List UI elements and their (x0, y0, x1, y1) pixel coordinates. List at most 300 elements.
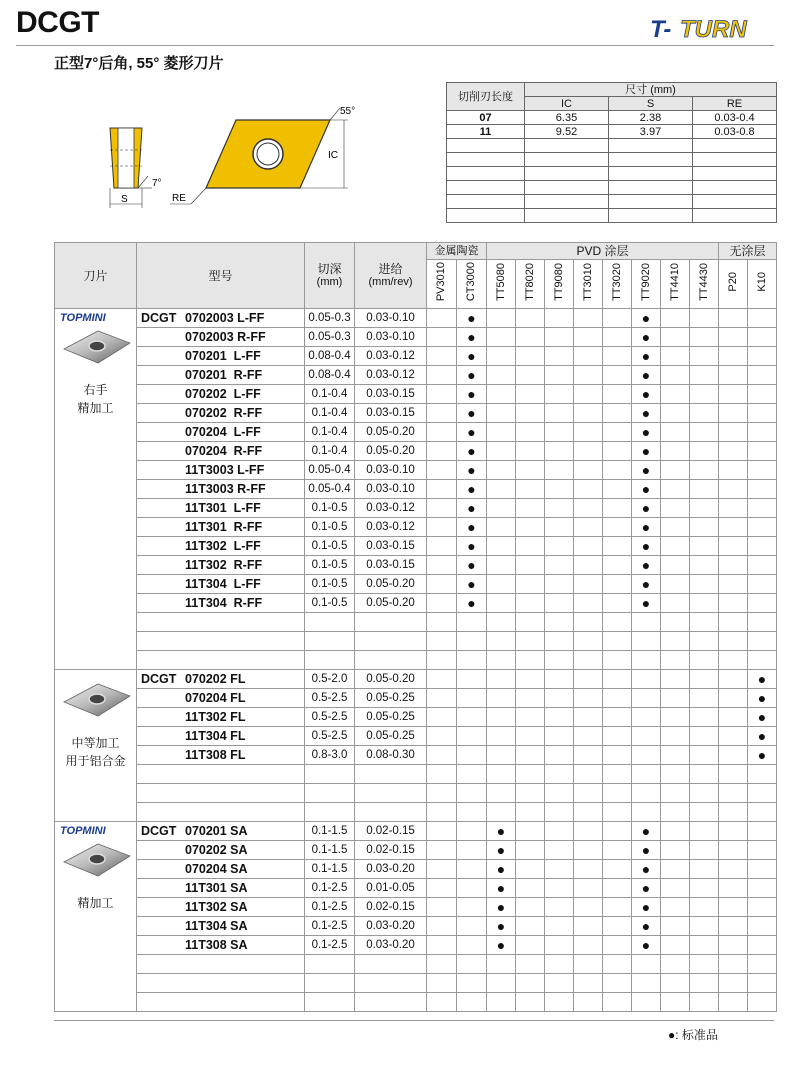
grade-cell (516, 613, 545, 632)
grade-cell (487, 404, 516, 423)
model-cell (137, 841, 305, 860)
standard-dot: ● (457, 594, 487, 613)
table-row-empty (55, 974, 777, 993)
table-row (55, 689, 777, 708)
feed-cell: 0.03-0.10 (355, 309, 427, 328)
dims-row-empty (447, 181, 777, 195)
grade-cell (427, 404, 457, 423)
grade-cell (603, 594, 632, 613)
grade-cell (574, 442, 603, 461)
grade-cell (487, 518, 516, 537)
grade-cell (603, 404, 632, 423)
header-depth-unit: (mm) (316, 275, 343, 288)
grade-cell (690, 385, 719, 404)
model-number: 11T301 SA (185, 881, 248, 895)
standard-dot: ● (632, 860, 661, 879)
depth-cell: 0.5-2.5 (305, 708, 355, 727)
grade-cell (487, 537, 516, 556)
grade-cell (719, 423, 748, 442)
grade-cell (574, 841, 603, 860)
grade-cell (690, 461, 719, 480)
grade-cell (661, 822, 690, 841)
group-uncoated: 无涂层 (719, 243, 777, 260)
group-cermet: 金属陶瓷 (427, 243, 487, 260)
feed-cell: 0.05-0.20 (355, 594, 427, 613)
grade-header (487, 260, 516, 309)
grade-cell (719, 727, 748, 746)
table-row (55, 385, 777, 404)
grade-cell (516, 309, 545, 328)
grade-cell (690, 537, 719, 556)
standard-dot: ● (632, 347, 661, 366)
grade-cell (690, 347, 719, 366)
grade-cell (545, 575, 574, 594)
grade-cell (603, 461, 632, 480)
grade-cell (603, 803, 632, 822)
grade-cell (427, 822, 457, 841)
dims-row-empty (447, 209, 777, 223)
grade-cell (603, 366, 632, 385)
standard-dot: ● (748, 708, 777, 727)
grade-cell (457, 936, 487, 955)
grade-cell (603, 993, 632, 1012)
grade-cell (545, 727, 574, 746)
dims-row (447, 111, 777, 125)
grade-cell (427, 689, 457, 708)
grade-cell (719, 936, 748, 955)
grade-cell (690, 784, 719, 803)
grade-cell (427, 860, 457, 879)
grade-cell (632, 974, 661, 993)
grade-cell (427, 328, 457, 347)
legend-text: : 标准品 (675, 1028, 718, 1042)
standard-dot: ● (632, 917, 661, 936)
grade-cell (427, 385, 457, 404)
table-row (55, 480, 777, 499)
standard-dot: ● (748, 746, 777, 765)
depth-cell: 0.1-0.4 (305, 423, 355, 442)
feed-cell: 0.03-0.10 (355, 480, 427, 499)
insert-label-2: 精加工 (77, 401, 114, 415)
grade-cell (487, 423, 516, 442)
top-view (170, 106, 355, 204)
grade-cell (487, 575, 516, 594)
standard-dot: ● (487, 822, 516, 841)
table-row (55, 556, 777, 575)
grade-header (457, 260, 487, 309)
grade-cell (487, 480, 516, 499)
grade-cell (516, 556, 545, 575)
grade-cell (574, 879, 603, 898)
table-row (55, 404, 777, 423)
standard-dot: ● (457, 518, 487, 537)
grade-cell (748, 651, 777, 670)
model-cell (137, 328, 305, 347)
standard-dot: ● (632, 518, 661, 537)
grade-cell (719, 328, 748, 347)
grade-header (748, 260, 777, 309)
grade-cell (574, 556, 603, 575)
model-number: 070202 SA (185, 843, 248, 857)
grade-cell (457, 784, 487, 803)
grade-cell (574, 309, 603, 328)
dims-cell-re: 0.03-0.4 (693, 111, 777, 125)
depth-cell: 0.1-2.5 (305, 936, 355, 955)
grade-cell (690, 309, 719, 328)
footer-divider (54, 1020, 774, 1021)
dims-header-ic: IC (525, 97, 609, 111)
grade-cell (427, 613, 457, 632)
depth-cell: 0.1-0.5 (305, 575, 355, 594)
ic-label: IC (328, 150, 338, 161)
grade-cell (719, 803, 748, 822)
grade-cell (457, 974, 487, 993)
feed-cell: 0.03-0.15 (355, 556, 427, 575)
grade-cell (457, 860, 487, 879)
grade-cell (574, 385, 603, 404)
grade-cell (457, 632, 487, 651)
model-cell (137, 727, 305, 746)
grade-cell (690, 955, 719, 974)
grade-cell (545, 993, 574, 1012)
insert-label-2: 用于铝合金 (65, 754, 126, 768)
grade-cell (427, 803, 457, 822)
depth-cell: 0.1-2.5 (305, 917, 355, 936)
model-number: 11T301 L-FF (185, 501, 261, 515)
grade-cell (719, 347, 748, 366)
grade-cell (690, 575, 719, 594)
grade-cell (427, 746, 457, 765)
grade-cell (748, 860, 777, 879)
grade-cell (545, 936, 574, 955)
dims-cell-re: 0.03-0.8 (693, 125, 777, 139)
grade-cell (574, 613, 603, 632)
standard-dot: ● (632, 556, 661, 575)
depth-cell: 0.1-2.5 (305, 898, 355, 917)
depth-cell: 0.1-1.5 (305, 860, 355, 879)
grade-cell (690, 480, 719, 499)
table-row (55, 537, 777, 556)
grade-cell (545, 556, 574, 575)
grade-cell (748, 499, 777, 518)
depth-cell: 0.1-0.5 (305, 594, 355, 613)
dims-header-size: 尺寸 (mm) (525, 83, 777, 97)
grade-cell (603, 898, 632, 917)
depth-cell: 0.1-0.5 (305, 556, 355, 575)
grade-cell (603, 822, 632, 841)
grade-cell (516, 461, 545, 480)
grade-cell (690, 632, 719, 651)
grade-name: TT3010 (581, 262, 594, 301)
grade-cell (748, 879, 777, 898)
grade-cell (574, 594, 603, 613)
grade-cell (690, 328, 719, 347)
grade-cell (574, 746, 603, 765)
grade-cell (427, 708, 457, 727)
grade-cell (603, 309, 632, 328)
grade-cell (719, 442, 748, 461)
grade-cell (516, 423, 545, 442)
grade-cell (574, 860, 603, 879)
grade-cell (427, 594, 457, 613)
model-number: 070201 SA (185, 824, 248, 838)
depth-cell (305, 613, 355, 632)
depth-cell (305, 803, 355, 822)
grade-cell (632, 670, 661, 689)
grade-cell (516, 841, 545, 860)
depth-cell (305, 765, 355, 784)
grade-cell (427, 480, 457, 499)
feed-cell (355, 955, 427, 974)
grade-cell (748, 936, 777, 955)
grade-cell (748, 347, 777, 366)
table-row (55, 309, 777, 328)
grade-cell (487, 347, 516, 366)
model-cell (137, 575, 305, 594)
grade-cell (574, 480, 603, 499)
grade-cell (516, 499, 545, 518)
grade-cell (603, 613, 632, 632)
depth-cell: 0.1-2.5 (305, 879, 355, 898)
feed-cell: 0.05-0.20 (355, 442, 427, 461)
grade-cell (632, 651, 661, 670)
depth-cell: 0.1-0.5 (305, 537, 355, 556)
grade-cell (427, 537, 457, 556)
grade-cell (487, 746, 516, 765)
grade-cell (516, 670, 545, 689)
grade-cell (661, 670, 690, 689)
table-row (55, 518, 777, 537)
grade-cell (574, 670, 603, 689)
feed-cell: 0.03-0.10 (355, 461, 427, 480)
feed-cell (355, 632, 427, 651)
brand-left: T- (650, 16, 672, 42)
grade-cell (427, 651, 457, 670)
grade-cell (516, 917, 545, 936)
grade-cell (427, 632, 457, 651)
depth-cell: 0.1-0.5 (305, 499, 355, 518)
grade-cell (457, 841, 487, 860)
grade-cell (427, 556, 457, 575)
grade-cell (690, 879, 719, 898)
grade-cell (661, 727, 690, 746)
s-label: S (121, 194, 128, 205)
grade-cell (719, 613, 748, 632)
grade-cell (427, 575, 457, 594)
grade-cell (603, 556, 632, 575)
grade-cell (487, 974, 516, 993)
standard-dot: ● (632, 499, 661, 518)
grade-cell (545, 594, 574, 613)
depth-cell: 0.05-0.3 (305, 309, 355, 328)
model-number: 0702003 R-FF (185, 330, 266, 344)
grade-cell (545, 366, 574, 385)
grade-cell (661, 613, 690, 632)
feed-cell (355, 613, 427, 632)
grade-cell (516, 480, 545, 499)
grade-cell (661, 309, 690, 328)
grade-table-header-row (55, 243, 777, 260)
feed-cell: 0.05-0.25 (355, 727, 427, 746)
grade-cell (603, 689, 632, 708)
grade-cell (574, 784, 603, 803)
model-cell (137, 480, 305, 499)
grade-cell (545, 841, 574, 860)
standard-dot: ● (632, 366, 661, 385)
grade-cell (661, 404, 690, 423)
grade-cell (487, 613, 516, 632)
grade-cell (427, 499, 457, 518)
legend-dot: ● (668, 1028, 676, 1042)
grade-cell (487, 366, 516, 385)
grade-cell (690, 423, 719, 442)
model-number: 11T302 SA (185, 900, 248, 914)
grade-cell (545, 309, 574, 328)
dims-row-empty (447, 195, 777, 209)
legend (668, 1026, 718, 1043)
insert-image-cell (55, 670, 137, 822)
standard-dot: ● (632, 537, 661, 556)
standard-dot: ● (457, 537, 487, 556)
grade-cell (690, 727, 719, 746)
angle-7-label: 7° (152, 178, 162, 189)
grade-cell (661, 480, 690, 499)
model-cell (137, 955, 305, 974)
grade-cell (516, 803, 545, 822)
table-row (55, 594, 777, 613)
grade-cell (574, 499, 603, 518)
table-row-empty (55, 784, 777, 803)
grade-cell (545, 765, 574, 784)
grade-cell (690, 613, 719, 632)
model-number: 11T3003 L-FF (185, 463, 265, 477)
feed-cell: 0.02-0.15 (355, 822, 427, 841)
grade-cell (719, 632, 748, 651)
table-row (55, 746, 777, 765)
grade-cell (574, 974, 603, 993)
grade-cell (603, 328, 632, 347)
grade-cell (574, 917, 603, 936)
grade-cell (427, 917, 457, 936)
grade-cell (603, 974, 632, 993)
grade-cell (603, 841, 632, 860)
grade-cell (516, 822, 545, 841)
topmini-badge (58, 311, 134, 323)
feed-cell: 0.05-0.25 (355, 689, 427, 708)
insert-label-1: 右手 (83, 383, 108, 397)
grade-name: CT3000 (465, 261, 477, 302)
standard-dot: ● (632, 480, 661, 499)
table-row (55, 347, 777, 366)
grade-cell (603, 955, 632, 974)
feed-cell: 0.03-0.20 (355, 936, 427, 955)
badge-text: TOPMINI (59, 825, 106, 836)
model-number: 11T304 L-FF (185, 577, 261, 591)
grade-cell (719, 917, 748, 936)
dims-row-empty (447, 167, 777, 181)
feed-cell: 0.05-0.20 (355, 575, 427, 594)
model-prefix: DCGT (141, 672, 177, 686)
grade-cell (487, 328, 516, 347)
grade-cell (574, 461, 603, 480)
grade-cell (661, 499, 690, 518)
grade-cell (545, 537, 574, 556)
standard-dot: ● (487, 879, 516, 898)
model-cell (137, 499, 305, 518)
table-row (55, 499, 777, 518)
grade-cell (661, 936, 690, 955)
angle-55-label: 55° (340, 106, 356, 117)
grade-cell (427, 898, 457, 917)
grade-cell (545, 499, 574, 518)
feed-cell: 0.03-0.12 (355, 366, 427, 385)
insert-label-1: 精加工 (77, 896, 114, 910)
model-number: 070201 R-FF (185, 368, 263, 382)
standard-dot: ● (632, 404, 661, 423)
standard-dot: ● (487, 841, 516, 860)
grade-cell (487, 955, 516, 974)
grade-cell (748, 955, 777, 974)
grade-header (516, 260, 545, 309)
dims-cell-ic: 9.52 (525, 125, 609, 139)
grade-cell (661, 461, 690, 480)
feed-cell: 0.02-0.15 (355, 898, 427, 917)
standard-dot: ● (748, 689, 777, 708)
grade-cell (487, 670, 516, 689)
grade-cell (516, 537, 545, 556)
grade-cell (427, 442, 457, 461)
topmini-badge (58, 824, 134, 836)
grade-header (427, 260, 457, 309)
grade-cell (545, 803, 574, 822)
grade-cell (661, 841, 690, 860)
grade-cell (661, 993, 690, 1012)
dims-cell-length: 11 (447, 125, 525, 139)
model-cell (137, 765, 305, 784)
table-row (55, 461, 777, 480)
standard-dot: ● (457, 480, 487, 499)
grade-cell (487, 727, 516, 746)
grade-cell (719, 575, 748, 594)
grade-cell (574, 347, 603, 366)
grade-cell (661, 366, 690, 385)
feed-cell: 0.05-0.25 (355, 708, 427, 727)
grade-cell (516, 442, 545, 461)
grade-name: TT4410 (668, 262, 681, 301)
grade-cell (574, 993, 603, 1012)
grade-cell (748, 537, 777, 556)
table-row (55, 423, 777, 442)
grade-cell (661, 556, 690, 575)
grade-cell (545, 974, 574, 993)
model-cell (137, 860, 305, 879)
grade-cell (487, 309, 516, 328)
model-number: 11T304 R-FF (185, 596, 263, 610)
grade-cell (719, 556, 748, 575)
standard-dot: ● (748, 670, 777, 689)
grade-cell (545, 328, 574, 347)
feed-cell: 0.05-0.20 (355, 670, 427, 689)
table-row-empty (55, 613, 777, 632)
feed-cell: 0.01-0.05 (355, 879, 427, 898)
grade-cell (427, 347, 457, 366)
standard-dot: ● (487, 917, 516, 936)
model-prefix: DCGT (141, 311, 177, 325)
dims-header-re: RE (693, 97, 777, 111)
grade-cell (545, 423, 574, 442)
grade-cell (516, 974, 545, 993)
page-subtitle: 正型7°后角, 55° 菱形刀片 (54, 55, 224, 72)
